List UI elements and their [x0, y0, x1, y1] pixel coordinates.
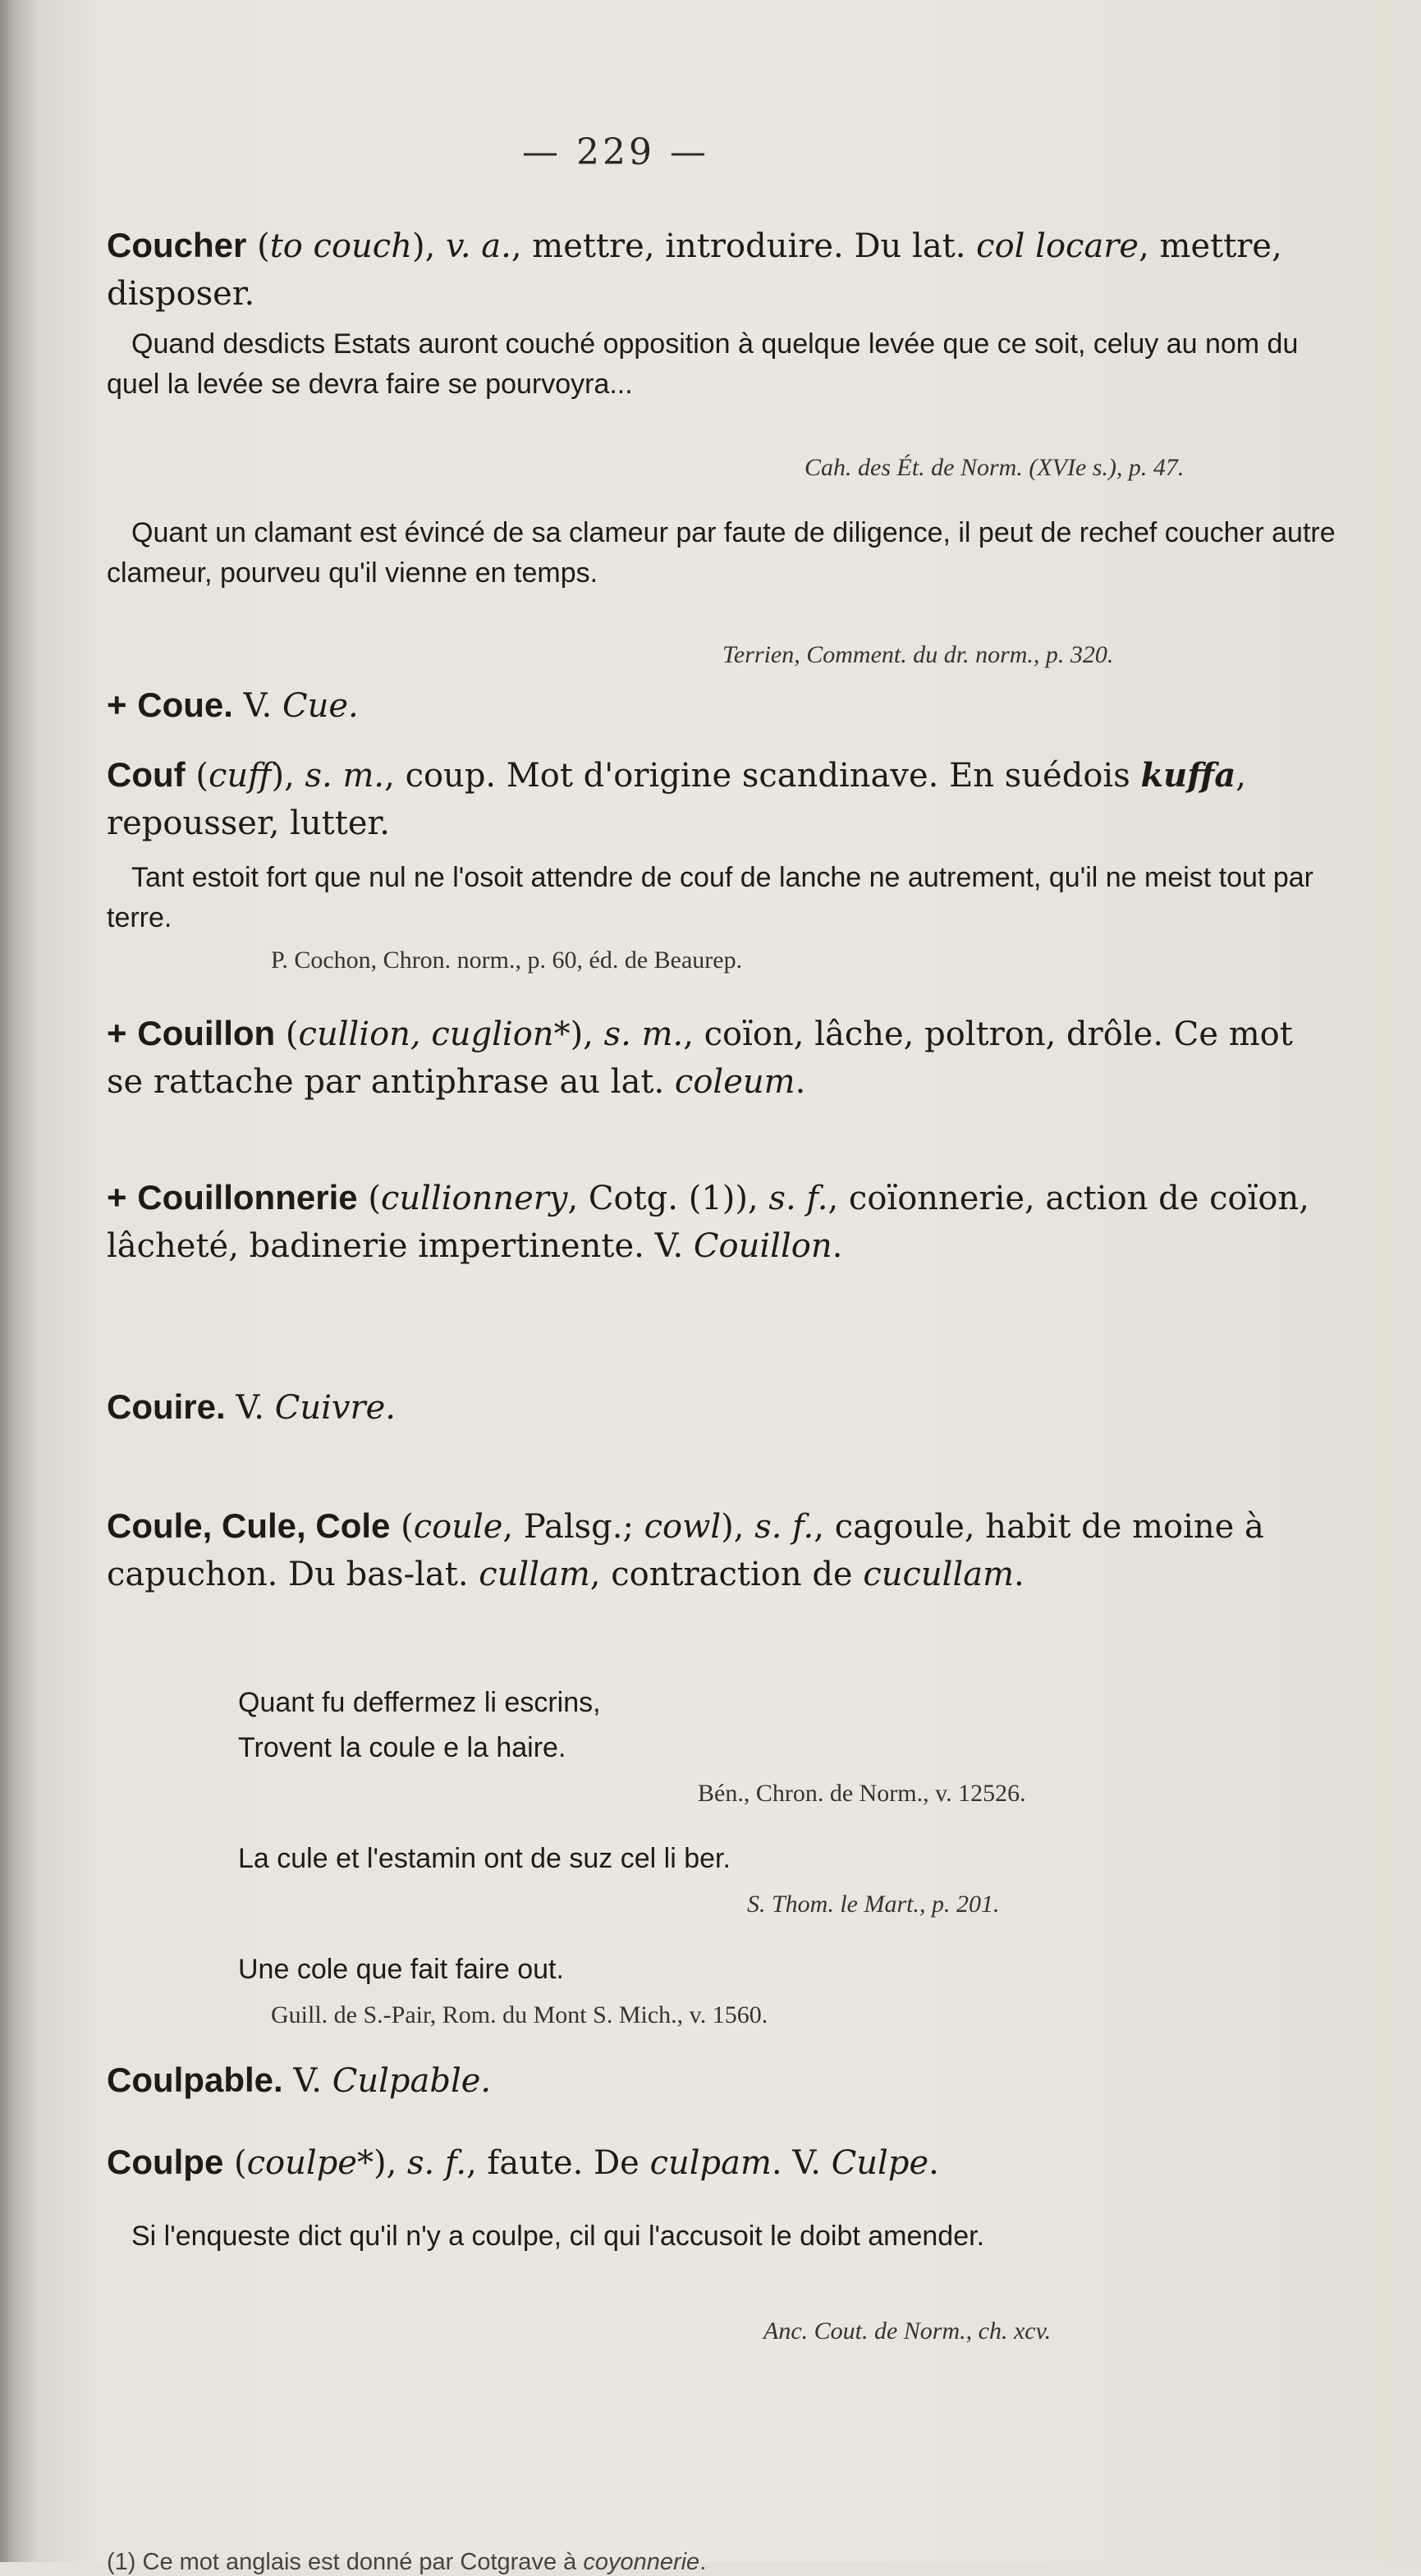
headword: Coucher	[107, 226, 247, 264]
citation-source: Guill. de S.-Pair, Rom. du Mont S. Mich., v. 1560.	[271, 2001, 768, 2028]
quotation: Quand desdicts Estats auront couché opposition à quelque levée que ce soit, celuy au nom du quel la levée se devra faire se pourvoyra...	[107, 328, 1299, 400]
headword: Coulpable.	[107, 2060, 283, 2099]
verse-line: Trovent la coule e la haire.	[238, 1732, 566, 1763]
citation-source: Anc. Cout. de Norm., ch. xcv.	[763, 2317, 1052, 2345]
entry-couire: Couire. V. Cuivre.	[107, 1387, 396, 1427]
quotation: Quant un clamant est évincé de sa clameur par faute de diligence, il peut de rechef coucher autre clameur, pourveu qu'il vienne en temps.	[107, 517, 1336, 589]
citation-source: Bén., Chron. de Norm., v. 12526.	[698, 1780, 1026, 1807]
headword: Coulpe	[107, 2143, 224, 2181]
entry-coue: + Coue. V. Cue.	[107, 685, 359, 725]
headword: Couillonnerie	[137, 1178, 358, 1217]
headword: Couire.	[107, 1387, 226, 1426]
quotation: Tant estoit fort que nul ne l'osoit attendre de couf de lanche ne autrement, qu'il ne meist tout par terre.	[107, 862, 1313, 933]
entry-coulpe: Coulpe (coulpe*), s. f., faute. De culpam. V. Culpe.	[107, 2143, 939, 2182]
entry-coule: Coule, Cule, Cole (coule, Palsg.; cowl), s. f., cagoule, habit de moine à capuchon. Du bas-lat. cullam, contraction de cucullam.	[107, 1506, 1264, 1593]
entry-coulpable: Coulpable. V. Culpable.	[107, 2060, 492, 2100]
verse-line: Quant fu deffermez li escrins,	[238, 1687, 601, 1718]
citation-source: P. Cochon, Chron. norm., p. 60, éd. de Beaurep.	[271, 947, 743, 974]
headword: Couillon	[137, 1014, 276, 1052]
headword: Couf	[107, 755, 186, 794]
headword: Coule, Cule, Cole	[107, 1506, 391, 1545]
entry-coucher: Coucher (to couch), v. a., mettre, introduire. Du lat. col locare, mettre, disposer.	[107, 226, 1282, 313]
footnote: (1) Ce mot anglais est donné par Cotgrave à coyonnerie.	[107, 2549, 707, 2575]
citation-source: S. Thom. le Mart., p. 201.	[747, 1891, 1000, 1918]
page-number: — 229 —	[522, 131, 709, 173]
verse-line: La cule et l'estamin ont de suz cel li ber.	[238, 1843, 731, 1874]
citation-source: Cah. des Ét. de Norm. (XVIe s.), p. 47.	[804, 454, 1185, 481]
headword: Coue.	[137, 685, 233, 724]
quotation: Si l'enqueste dict qu'il n'y a coulpe, cil qui l'accusoit le doibt amender.	[131, 2221, 985, 2252]
entry-couillonnerie: + Couillonnerie (cullionnery, Cotg. (1)), s. f., coïonnerie, action de coïon, lâcheté, badinerie impertinente. V. Couillon.	[107, 1178, 1309, 1265]
citation-source: Terrien, Comment. du dr. norm., p. 320.	[722, 641, 1114, 668]
verse-line: Une cole que fait faire out.	[238, 1954, 564, 1985]
entry-couillon: + Couillon (cullion, cuglion*), s. m., coïon, lâche, poltron, drôle. Ce mot se rattache par antiphrase au lat. coleum.	[107, 1014, 1293, 1101]
entry-couf: Couf (cuff), s. m., coup. Mot d'origine scandinave. En suédois kuffa, repousser, lutter.	[107, 755, 1246, 842]
